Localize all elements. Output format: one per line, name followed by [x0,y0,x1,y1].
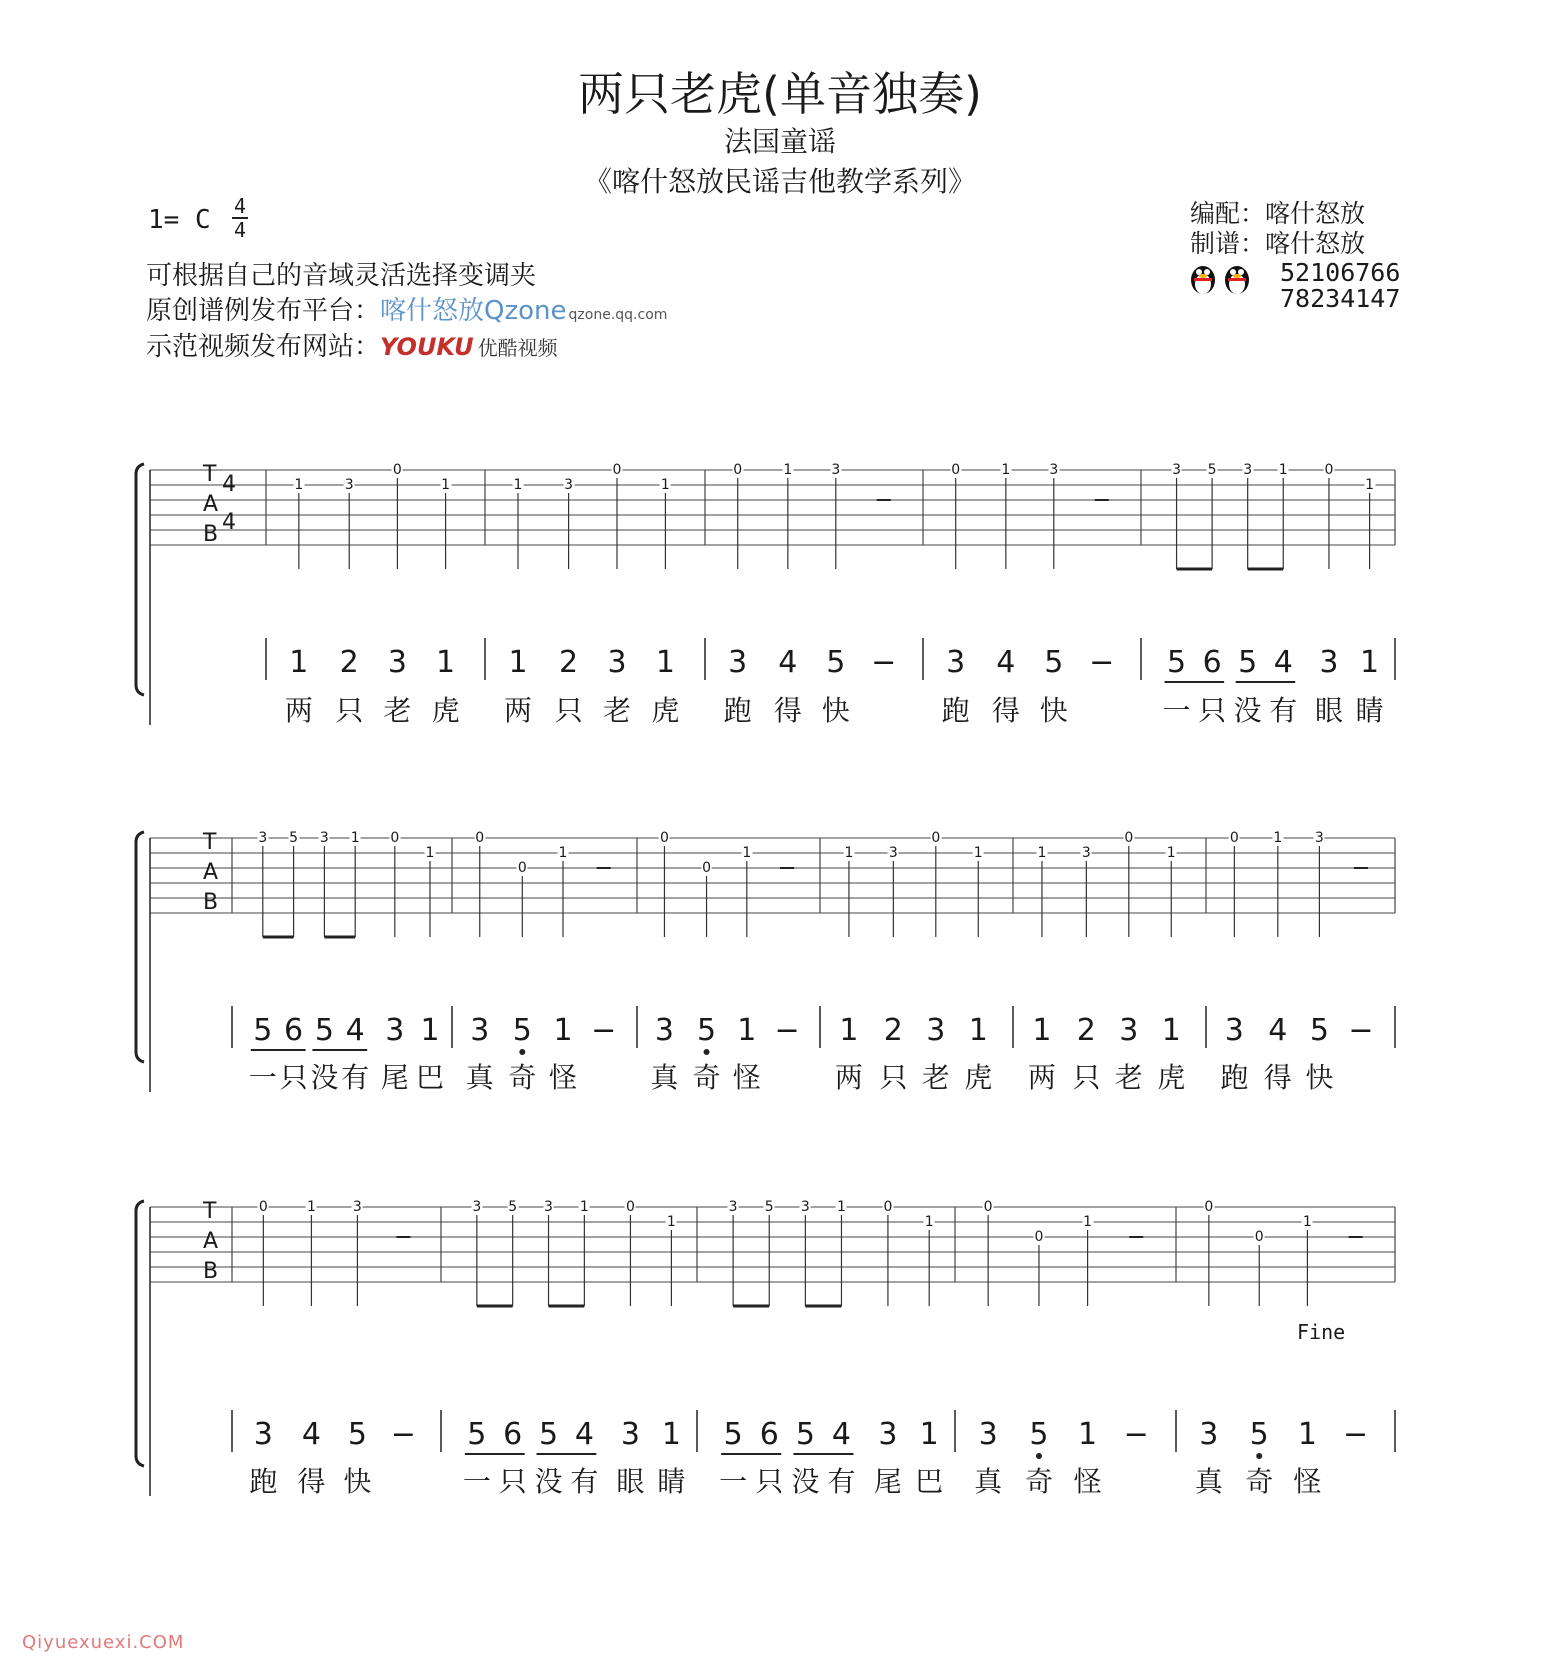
lyric-char: 只 [279,1061,308,1094]
lyric-char: 没 [310,1061,339,1094]
lyric-char: 老 [1114,1061,1143,1094]
tab-time-signature: 4 [222,472,236,497]
fret-number: 3 [1172,462,1182,478]
footer-watermark: Qiyuexuexi.COM [22,1632,185,1653]
lyric-char: 虎 [431,694,460,727]
jianpu-note: 1 [1078,1417,1098,1452]
fret-number: 1 [742,845,752,861]
tab-label-letter: T [203,462,217,487]
fret-number: 0 [931,830,941,846]
jianpu-note: 5 [1167,645,1187,680]
qq-number-2: 78234147 [1280,284,1401,313]
fret-number: 1 [558,845,568,861]
lyric-char: 没 [1233,694,1262,727]
rest-dash: − [871,645,897,680]
fret-number: 0 [1254,1229,1264,1245]
jianpu-note: 3 [387,645,407,680]
rest-dash: − [774,1013,800,1048]
lyric-char: 只 [1198,694,1227,727]
jianpu-note: 3 [1319,645,1339,680]
time-bottom: 4 [233,218,247,242]
jianpu-note: 4 [301,1417,321,1452]
fret-number: 3 [258,830,268,846]
lyric-char: 怪 [1293,1465,1322,1498]
jianpu-note: 5 [1249,1417,1269,1452]
jianpu-note: 1 [553,1013,573,1048]
jianpu-note: 3 [654,1013,674,1048]
fret-number: 3 [1243,462,1253,478]
lyric-char: 奇 [1024,1465,1053,1498]
lyric-char: 快 [1039,694,1068,727]
lyric-char: 眼 [616,1465,645,1498]
fret-number: 1 [1001,462,1011,478]
jianpu-note: 1 [1032,1013,1052,1048]
fret-number: 1 [1365,477,1375,493]
jianpu-note: 5 [538,1417,559,1452]
lyric-char: 奇 [1245,1465,1274,1498]
jianpu-note: 1 [1297,1417,1317,1452]
jianpu-note: 1 [436,645,456,680]
lyric-char: 跑 [941,694,970,727]
fret-number: 0 [983,1199,993,1215]
fret-number: 0 [517,860,527,876]
lyric-char: 只 [335,694,364,727]
jianpu-note: 5 [696,1013,717,1048]
fret-number: 0 [258,1199,268,1215]
lyric-char: 尾 [873,1465,902,1498]
series-name: 《喀什怒放民谣吉他教学系列》 [583,165,976,198]
jianpu-note: 4 [1268,1013,1288,1048]
jianpu-note: 6 [1202,645,1222,680]
lyric-char: 只 [755,1465,784,1498]
jianpu-note: 3 [253,1417,273,1452]
lyric-char: 老 [921,1061,950,1094]
fret-number: 1 [973,845,983,861]
jianpu-note: 3 [470,1013,490,1048]
fret-number: 3 [831,462,841,478]
fret-number: 0 [612,462,622,478]
fret-number: 3 [352,1199,362,1215]
jianpu-note: 6 [503,1417,523,1452]
jianpu-note: 1 [839,1013,859,1048]
jianpu-note: 1 [968,1013,988,1048]
jianpu-note: 1 [661,1417,681,1452]
lyric-char: 老 [602,694,632,727]
lyric-char: 没 [534,1465,563,1498]
jianpu-note: 1 [919,1417,939,1452]
fret-number: 1 [1166,845,1176,861]
jianpu-note: 4 [778,645,798,680]
fret-number: 1 [513,477,523,493]
lyric-char: 只 [498,1465,527,1498]
jianpu-note: 4 [574,1417,594,1452]
fret-number: 3 [800,1199,810,1215]
fret-number: 1 [294,477,304,493]
fret-number: 3 [888,845,898,861]
jianpu-note: 5 [1029,1417,1049,1452]
lyric-char: 一 [1162,694,1191,727]
fret-number: 1 [844,845,854,861]
lyric-char: 真 [974,1465,1003,1498]
fret-number: 1 [1083,1214,1093,1230]
fret-number: 0 [1204,1199,1214,1215]
capo-note: 可根据自己的音域灵活选择变调夹 [146,261,537,291]
jianpu-note: 5 [314,1013,334,1048]
fret-number: 1 [1302,1214,1312,1230]
lyric-char: 跑 [1220,1061,1249,1094]
fret-number: 1 [1037,845,1047,861]
jianpu-note: 3 [1224,1013,1244,1048]
jianpu-note: 5 [347,1417,367,1452]
fret-number: 3 [1314,830,1324,846]
tab-time-signature: 4 [222,510,236,535]
fret-number: 3 [544,1199,553,1215]
lyric-char: 两 [834,1061,863,1094]
rest-dash: − [1348,1013,1374,1048]
time-top: 4 [233,194,247,218]
jianpu-note: 4 [996,645,1016,680]
fret-number: 0 [392,462,402,478]
fret-number: 3 [344,477,354,493]
jianpu-note: 3 [607,645,627,680]
fret-number: 3 [319,830,329,846]
rest-dash: − [591,1013,617,1048]
fret-number: 0 [475,830,485,846]
lyric-char: 老 [383,694,412,727]
lyric-char: 两 [284,694,313,727]
fret-number: 0 [625,1199,635,1215]
lyric-char: 有 [827,1465,856,1498]
lyric-char: 真 [650,1061,679,1094]
fret-number: 0 [659,830,669,846]
lyric-char: 两 [503,694,533,727]
lyric-char: 得 [1263,1061,1292,1094]
tab-label-letter: B [203,1259,219,1284]
jianpu-note: 6 [284,1013,304,1048]
fret-number: 0 [1034,1229,1044,1245]
fret-number: 0 [733,462,743,478]
fret-number: 0 [1124,830,1134,846]
lyric-char: 真 [465,1061,494,1094]
jianpu-note: 1 [655,645,675,680]
jianpu-note: 5 [826,645,846,680]
fret-number: 1 [924,1214,934,1230]
fret-number: 5 [508,1199,518,1215]
fret-number: 5 [764,1199,774,1215]
fret-number: 0 [951,462,961,478]
jianpu-note: 4 [345,1013,365,1048]
jianpu-note: 1 [508,645,528,680]
video-brand-cn: 优酷视频 [477,336,558,360]
jianpu-note: 2 [1076,1013,1096,1048]
lyric-char: 一 [248,1061,277,1094]
fret-number: 1 [1273,830,1283,846]
lyric-char: 有 [570,1465,599,1498]
jianpu-note: 6 [759,1417,779,1452]
lyric-char: 只 [554,694,583,727]
lyric-char: 只 [1072,1061,1101,1094]
jianpu-note: 3 [1199,1417,1219,1452]
key-signature: 1= C [148,205,211,235]
octave-dot [1256,1453,1262,1459]
fret-number: 1 [306,1199,316,1215]
lyric-char: 睛 [657,1465,686,1498]
platform-brand2: Qzone [484,296,567,326]
song-title: 两只老虎(单音独奏) [578,67,982,121]
lyric-char: 巴 [415,1061,445,1094]
tab-label-letter: A [203,860,219,885]
octave-dot [1036,1453,1042,1459]
lyric-char: 两 [1027,1061,1056,1094]
fret-number: 1 [666,1214,676,1230]
lyric-char: 跑 [723,694,752,727]
platform-brand: 喀什怒放 [380,296,485,326]
tab-label-letter: T [203,830,217,855]
lyric-char: 虎 [651,694,680,727]
jianpu-note: 2 [883,1013,903,1048]
jianpu-note: 5 [1044,645,1064,680]
lyric-char: 虎 [964,1061,993,1094]
jianpu-note: 4 [1273,645,1293,680]
fret-number: 1 [425,845,435,861]
rest-dash: − [1089,645,1115,680]
fret-number: 3 [728,1199,738,1215]
lyric-char: 得 [297,1465,326,1498]
jianpu-note: 5 [467,1417,487,1452]
jianpu-note: 2 [559,645,579,680]
fret-number: 5 [289,830,299,846]
jianpu-note: 1 [1360,645,1380,680]
tab-label-letter: A [203,492,219,517]
video-label: 示范视频发布网站： [146,332,381,362]
lyric-char: 眼 [1314,694,1343,727]
jianpu-note: 3 [728,645,748,680]
lyric-char: 真 [1194,1465,1223,1498]
jianpu-note: 5 [512,1013,532,1048]
jianpu-note: 3 [926,1013,946,1048]
fret-number: 1 [441,477,451,493]
transcriber: 制谱：喀什怒放 [1190,229,1366,258]
rest-dash: − [1123,1417,1149,1452]
jianpu-note: 3 [1119,1013,1139,1048]
lyric-char: 虎 [1157,1061,1186,1094]
system-bracket [136,1201,144,1466]
lyric-char: 有 [1269,694,1298,727]
fret-number: 1 [837,1199,846,1215]
lyric-char: 一 [719,1465,748,1498]
lyric-char: 怪 [732,1061,761,1094]
jianpu-note: 1 [420,1013,440,1048]
lyric-char: 尾 [380,1061,409,1094]
jianpu-note: 1 [289,645,309,680]
fret-number: 1 [579,1199,589,1215]
jianpu-note: 3 [620,1417,640,1452]
fret-number: 3 [472,1199,482,1215]
fret-number: 0 [1324,462,1334,478]
lyric-char: 怪 [1073,1465,1102,1498]
fret-number: 3 [1049,462,1059,478]
lyric-char: 一 [462,1465,491,1498]
tab-label-letter: A [203,1229,219,1254]
lyric-char: 巴 [915,1465,944,1498]
lyric-char: 得 [773,694,802,727]
lyric-char: 快 [821,694,850,727]
fret-number: 1 [350,830,360,846]
jianpu-note: 4 [831,1417,852,1452]
jianpu-note: 5 [795,1417,815,1452]
jianpu-note: 3 [946,645,966,680]
tab-label-letter: T [203,1199,217,1224]
platform-url: qzone.qq.com [568,307,668,323]
rest-dash: − [1343,1417,1369,1452]
fret-number: 5 [1207,462,1217,478]
fret-number: 0 [390,830,400,846]
lyric-char: 跑 [249,1465,278,1498]
platform-label: 原创谱例发布平台： [146,296,381,326]
arranger: 编配：喀什怒放 [1190,199,1366,228]
fret-number: 1 [660,477,670,493]
lyric-char: 只 [879,1061,908,1094]
lyric-char: 快 [1305,1061,1334,1094]
lyric-char: 得 [991,694,1020,727]
lyric-char: 奇 [692,1061,721,1094]
lyric-char: 怪 [548,1061,578,1094]
fret-number: 0 [883,1199,893,1215]
lyric-char: 睛 [1355,694,1384,727]
song-subtitle: 法国童谣 [723,125,836,158]
jianpu-note: 1 [1161,1013,1181,1048]
jianpu-note: 5 [253,1013,273,1048]
jianpu-note: 5 [723,1417,743,1452]
jianpu-note: 5 [1309,1013,1329,1048]
fret-number: 3 [564,477,574,493]
jianpu-note: 3 [878,1417,898,1452]
jianpu-note: 1 [737,1013,757,1048]
jianpu-note: 2 [339,645,359,680]
fret-number: 1 [783,462,793,478]
qq-number-1: 52106766 [1280,258,1401,287]
fret-number: 3 [1081,845,1091,861]
fine-marker: Fine [1297,1320,1346,1344]
rest-dash: − [390,1417,416,1452]
jianpu-note: 5 [1238,645,1258,680]
lyric-char: 有 [341,1061,370,1094]
lyric-char: 奇 [508,1061,537,1094]
video-brand: YOUKU [380,333,474,361]
fret-number: 1 [1278,462,1288,478]
fret-number: 0 [1229,830,1239,846]
jianpu-note: 3 [385,1013,405,1048]
fret-number: 0 [702,860,711,876]
tab-label-letter: B [203,522,219,547]
lyric-char: 快 [343,1465,372,1498]
lyric-char: 没 [791,1465,820,1498]
tab-label-letter: B [203,890,219,915]
jianpu-note: 3 [978,1417,998,1452]
